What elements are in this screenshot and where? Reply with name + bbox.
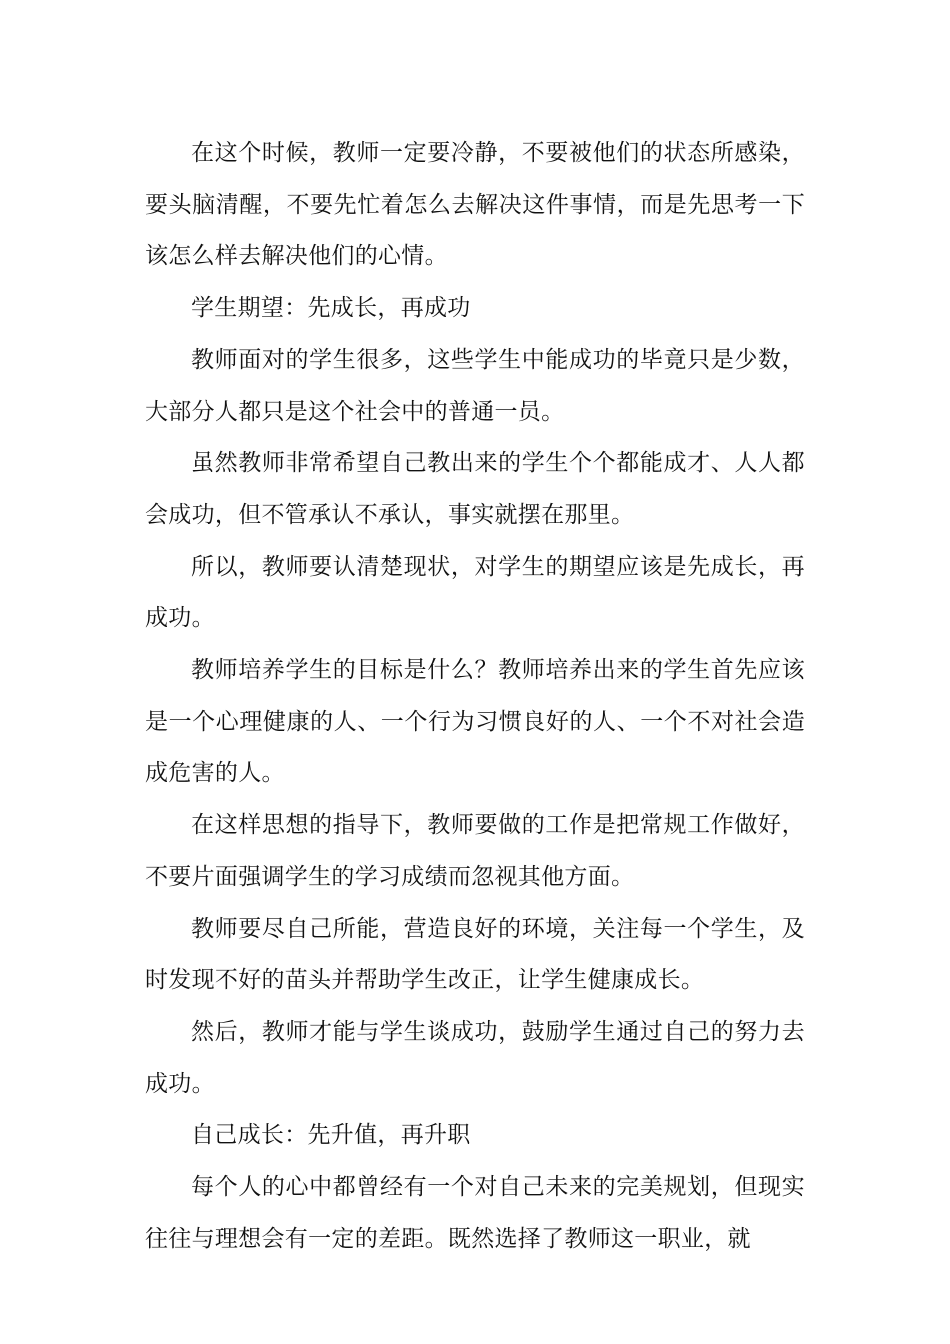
paragraph: 教师要尽自己所能，营造良好的环境，关注每一个学生，及时发现不好的苗头并帮助学生改正，让学生健康成长。 [145, 915, 805, 994]
paragraph: 每个人的心中都曾经有一个对自己未来的完美规划，但现实往往与理想会有一定的差距。既然选择了教师这一职业，就 [145, 1174, 805, 1252]
section-heading: 学生期望：先成长，再成功 [191, 295, 471, 322]
paragraph: 在这个时候，教师一定要冷静，不要被他们的状态所感染，要头脑清醒，不要先忙着怎么去解决这件事情，而是先思考一下该怎么样去解决他们的心情。 [145, 140, 805, 270]
paragraph: 教师培养学生的目标是什么？教师培养出来的学生首先应该是一个心理健康的人、一个行为习惯良好的人、一个不对社会造成危害的人。 [145, 657, 805, 787]
section-heading: 自己成长：先升值，再升职 [191, 1122, 471, 1149]
paragraph: 所以，教师要认清楚现状，对学生的期望应该是先成长，再成功。 [145, 553, 805, 632]
paragraph: 虽然教师非常希望自己教出来的学生个个都能成才、人人都会成功，但不管承认不承认，事实就摆在那里。 [145, 450, 805, 528]
paragraph: 然后，教师才能与学生谈成功，鼓励学生通过自己的努力去成功。 [145, 1018, 805, 1097]
paragraph: 教师面对的学生很多，这些学生中能成功的毕竟只是少数，大部分人都只是这个社会中的普通一员。 [145, 346, 805, 425]
body-text [145, 128, 805, 1265]
paragraph: 在这样思想的指导下，教师要做的工作是把常规工作做好，不要片面强调学生的学习成绩而忽视其他方面。 [145, 812, 805, 890]
